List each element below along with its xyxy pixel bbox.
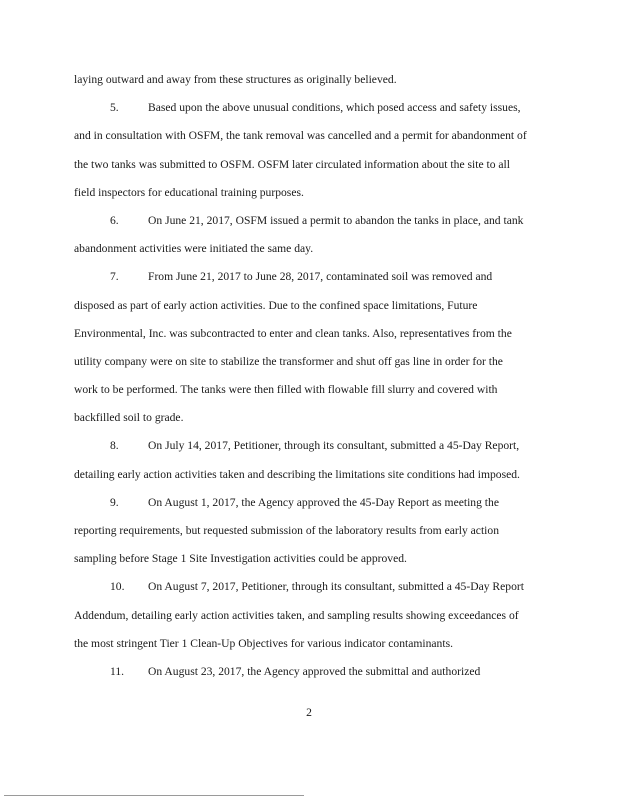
line-text: the most stringent Tier 1 Clean-Up Objectives for various indicator contaminants. bbox=[74, 636, 453, 650]
text-line bbox=[74, 602, 550, 630]
paragraph-number: 7. bbox=[110, 270, 119, 284]
line-text: Addendum, detailing early action activities taken, and sampling results showing exceedances of bbox=[74, 608, 519, 622]
line-text: On August 7, 2017, Petitioner, through its consultant, submitted a 45-Day Report bbox=[148, 580, 524, 594]
paragraph-number: 5. bbox=[110, 101, 119, 115]
line-text: and in consultation with OSFM, the tank removal was cancelled and a permit for abandonment of bbox=[74, 129, 527, 143]
text-line bbox=[74, 179, 550, 207]
paragraph-5 bbox=[74, 94, 550, 122]
line-text: On June 21, 2017, OSFM issued a permit to abandon the tanks in place, and tank bbox=[148, 213, 524, 227]
line-text: detailing early action activities taken and describing the limitations site conditions had imposed. bbox=[74, 467, 520, 481]
footer-rule bbox=[4, 795, 304, 796]
line-text: sampling before Stage 1 Site Investigation activities could be approved. bbox=[74, 552, 407, 566]
paragraph-7 bbox=[74, 263, 550, 291]
paragraph-number: 6. bbox=[110, 213, 119, 227]
paragraph-number: 8. bbox=[110, 439, 119, 453]
line-text: backfilled soil to grade. bbox=[74, 411, 184, 425]
paragraph-6 bbox=[74, 207, 550, 235]
paragraph-number: 9. bbox=[110, 495, 119, 509]
line-text: disposed as part of early action activities. Due to the confined space limitations, Future bbox=[74, 298, 478, 312]
text-line bbox=[74, 404, 550, 432]
line-text: From June 21, 2017 to June 28, 2017, contaminated soil was removed and bbox=[148, 270, 493, 284]
paragraph-8 bbox=[74, 432, 550, 460]
text-line bbox=[74, 630, 550, 658]
text-line bbox=[74, 292, 550, 320]
line-text: the two tanks was submitted to OSFM. OSFM later circulated information about the site to all bbox=[74, 157, 510, 171]
line-text: field inspectors for educational training purposes. bbox=[74, 185, 304, 199]
text-line bbox=[74, 151, 550, 179]
text-line bbox=[74, 376, 550, 404]
paragraph-10 bbox=[74, 573, 550, 601]
text-line bbox=[74, 66, 550, 94]
text-line bbox=[74, 320, 550, 348]
paragraph-11 bbox=[74, 658, 550, 686]
document-body bbox=[74, 66, 550, 686]
text-line bbox=[74, 348, 550, 376]
text-line bbox=[74, 235, 550, 263]
page-number: 2 bbox=[306, 706, 312, 719]
paragraph-9 bbox=[74, 489, 550, 517]
line-text: abandonment activities were initiated the same day. bbox=[74, 242, 314, 256]
text-line bbox=[74, 122, 550, 150]
paragraph-number: 11. bbox=[110, 664, 125, 678]
line-text: On August 23, 2017, the Agency approved the submittal and authorized bbox=[148, 664, 481, 678]
line-text: reporting requirements, but requested submission of the laboratory results from early action bbox=[74, 524, 499, 537]
line-text: Environmental, Inc. was subcontracted to enter and clean tanks. Also, representatives from the bbox=[74, 326, 512, 340]
line-text: On July 14, 2017, Petitioner, through its consultant, submitted a 45-Day Report, bbox=[148, 439, 520, 453]
line-text: laying outward and away from these structures as originally believed. bbox=[74, 73, 397, 86]
text-line bbox=[74, 545, 550, 573]
line-text: utility company were on site to stabilize the transformer and shut off gas line in order for the bbox=[74, 354, 503, 368]
text-line bbox=[74, 517, 550, 545]
text-line bbox=[74, 461, 550, 489]
paragraph-number: 10. bbox=[110, 580, 125, 594]
line-text: On August 1, 2017, the Agency approved the 45-Day Report as meeting the bbox=[148, 495, 499, 509]
line-text: work to be performed. The tanks were then filled with flowable fill slurry and covered with bbox=[74, 383, 498, 397]
line-text: Based upon the above unusual conditions, which posed access and safety issues, bbox=[148, 101, 521, 115]
